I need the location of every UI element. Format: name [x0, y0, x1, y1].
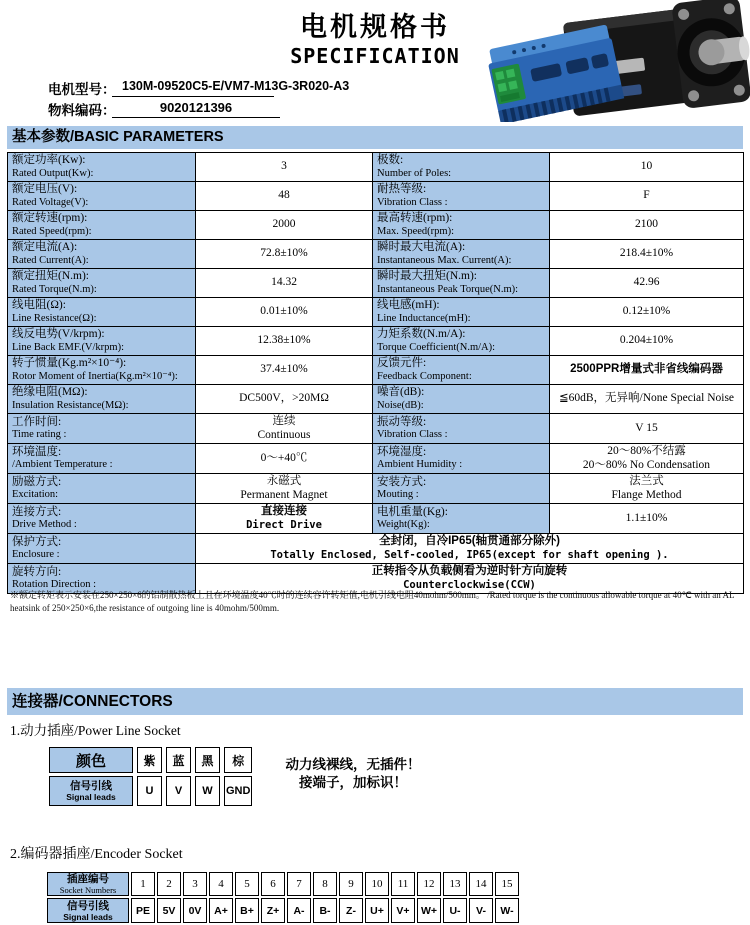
power-wire-note [268, 756, 438, 792]
signal-leads-english: Signal leads [63, 911, 113, 922]
value-line: F [643, 189, 650, 202]
encoder-number-cell: 7 [287, 872, 311, 896]
basic-label-cell [373, 356, 550, 385]
value-line: 72.8±10% [260, 247, 308, 260]
basic-label-cell [373, 474, 550, 504]
value-line: 2500PPR增量式非省线编码器 [570, 363, 723, 376]
power-color-cell: 紫 [137, 747, 162, 773]
label-english: Feedback Component: [377, 370, 472, 382]
value-line: 全封闭，自冷IP65(轴贯通部分除外) [379, 535, 560, 547]
document-title [235, 10, 515, 68]
basic-label-cell [8, 474, 196, 504]
basic-label-cell [373, 298, 550, 327]
basic-value-cell [196, 182, 373, 211]
basic-value-cell [196, 444, 373, 474]
basic-parameters-table [7, 152, 744, 594]
value-line: 法兰式 [629, 475, 664, 487]
value-line: 0.12±10% [622, 305, 671, 318]
label-english: Line Inductance(mH): [377, 312, 471, 324]
encoder-signal-cell: B+ [235, 898, 259, 923]
label-chinese: 额定转速(rpm): [12, 212, 88, 224]
basic-value-cell [550, 356, 744, 385]
label-chinese: 力矩系数(N.m/A): [377, 328, 466, 340]
basic-value-cell [550, 211, 744, 240]
value-line: 218.4±10% [619, 247, 674, 260]
label-english: Number of Poles: [377, 167, 452, 179]
value-line: 2100 [635, 218, 658, 231]
basic-table-row [8, 474, 744, 504]
encoder-number-cell: 12 [417, 872, 441, 896]
label-english: Rated Voltage(V): [12, 196, 89, 208]
basic-label-cell [8, 504, 196, 534]
label-english: Line Resistance(Ω): [12, 312, 97, 324]
basic-value-cell [196, 240, 373, 269]
basic-value-cell [196, 211, 373, 240]
value-line: 永磁式 [266, 475, 302, 487]
label-chinese: 旋转方向: [12, 565, 62, 578]
basic-label-cell [8, 414, 196, 444]
basic-label-cell [8, 444, 196, 474]
material-code-label: 物料编码： [48, 103, 116, 118]
encoder-signal-cell: Z- [339, 898, 363, 923]
material-code-row [48, 99, 120, 119]
basic-label-cell [8, 240, 196, 269]
label-chinese: 环境温度: [12, 445, 62, 458]
encoder-number-row [47, 872, 519, 896]
value-line: Counterclockwise(CCW) [403, 578, 536, 591]
label-chinese: 最高转速(rpm): [377, 212, 453, 224]
label-english: Torque Coefficient(N.m/A): [377, 341, 496, 353]
label-english: Rotor Moment of Inertia(Kg.m²×10⁻⁴): [12, 370, 178, 382]
basic-label-cell [8, 182, 196, 211]
basic-label-cell [373, 211, 550, 240]
basic-label-cell [373, 504, 550, 534]
basic-label-cell [373, 385, 550, 414]
basic-label-cell [8, 298, 196, 327]
encoder-number-cell: 5 [235, 872, 259, 896]
encoder-number-cell: 13 [443, 872, 467, 896]
basic-label-cell [373, 444, 550, 474]
basic-table-row [8, 298, 744, 327]
basic-value-cell [196, 298, 373, 327]
label-chinese: 线电阻(Ω): [12, 299, 66, 311]
basic-label-cell [8, 534, 196, 564]
value-line: 1.1±10% [625, 511, 668, 524]
encoder-number-cell: 14 [469, 872, 493, 896]
basic-value-cell [196, 414, 373, 444]
label-chinese: 工作时间: [12, 415, 62, 428]
value-line: 20～80% No Condensation [582, 458, 711, 471]
power-color-cell: 棕 [224, 747, 252, 773]
value-line: Continuous [257, 428, 311, 441]
socket-numbers-chinese: 插座编号 [67, 873, 109, 885]
basic-label-cell [8, 385, 196, 414]
value-line: 20～80%不结露 [607, 445, 686, 457]
encoder-signal-cell: A- [287, 898, 311, 923]
value-line: 48 [278, 189, 290, 202]
label-english: Enclosure : [12, 549, 60, 560]
title-english: SPECIFICATION [290, 44, 460, 68]
label-chinese: 连接方式: [12, 505, 62, 518]
power-signal-cell: GND [224, 776, 252, 806]
basic-table-row [8, 534, 744, 564]
power-signal-row [49, 776, 252, 806]
encoder-number-label [47, 872, 129, 896]
label-english: Time rating : [12, 429, 67, 440]
basic-label-cell [8, 327, 196, 356]
power-color-header: 颜色 [49, 747, 133, 773]
encoder-number-cell: 15 [495, 872, 519, 896]
label-english: Rated Current(A): [12, 254, 89, 266]
encoder-number-cell: 10 [365, 872, 389, 896]
basic-table-row [8, 269, 744, 298]
label-chinese: 绝缘电阻(MΩ): [12, 386, 88, 398]
power-signal-cell: U [137, 776, 162, 806]
basic-value-cell [550, 385, 744, 414]
power-signal-cell: W [195, 776, 220, 806]
power-socket-title: 1.动力插座/Power Line Socket [10, 723, 181, 738]
value-line: 0.01±10% [260, 305, 308, 318]
power-color-cell: 黑 [195, 747, 220, 773]
label-chinese: 反馈元件: [377, 357, 427, 369]
label-english: Drive Method : [12, 519, 77, 530]
label-english: Instantaneous Peak Torque(N.m): [377, 283, 519, 295]
power-wire-note-line1: 动力线裸线，无插件！ [285, 757, 421, 772]
encoder-signal-cell: PE [131, 898, 155, 923]
basic-value-cell [550, 414, 744, 444]
power-signal-label [49, 776, 133, 806]
socket-numbers-english: Socket Numbers [59, 885, 117, 895]
basic-table-row [8, 153, 744, 182]
basic-value-cell [550, 327, 744, 356]
basic-label-cell [373, 414, 550, 444]
value-line: 37.4±10% [260, 363, 308, 376]
encoder-socket-table [45, 870, 521, 925]
label-chinese: 安装方式: [377, 475, 427, 488]
power-signal-cell: V [166, 776, 191, 806]
basic-label-cell [8, 153, 196, 182]
encoder-signal-cell: 5V [157, 898, 181, 923]
basic-table-row [8, 240, 744, 269]
encoder-signal-cell: B- [313, 898, 337, 923]
label-chinese: 瞬时最大电流(A): [377, 241, 466, 253]
basic-label-cell [8, 356, 196, 385]
basic-value-cell [550, 444, 744, 474]
motor-model-value: 130M-09520C5-E/VM7-M13G-3R020-A3 [122, 79, 350, 93]
label-english: Rated Speed(rpm): [12, 225, 92, 237]
label-chinese: 励磁方式: [12, 475, 62, 488]
label-chinese: 耐热等级: [377, 183, 427, 195]
label-chinese: 额定扭矩(N.m): [12, 270, 89, 282]
encoder-number-cell: 6 [261, 872, 285, 896]
basic-value-cell [550, 182, 744, 211]
power-wire-note-line2: 接端子，加标识！ [299, 775, 407, 790]
encoder-number-cell: 2 [157, 872, 181, 896]
encoder-signal-cell: V+ [391, 898, 415, 923]
label-english: Noise(dB): [377, 399, 424, 411]
rated-torque-footnote: ※额定转矩表示安装在250×250×6的铝制散热板上且在环境温度40℃时的连续容许转矩值,电机引线电阻40mohm/500mm。 /Rated torque is the continuous allowable torque at 40℃ with an AL heatsink of 250×250×6,the resistance of outgoing line is 40mohm/500mm. [10, 590, 735, 613]
label-english: Vibration Class : [377, 196, 448, 208]
power-color-cell: 蓝 [166, 747, 191, 773]
label-english: Weight(Kg): [377, 519, 430, 530]
label-chinese: 环境湿度: [377, 445, 427, 458]
basic-label-cell [8, 269, 196, 298]
value-line: 10 [640, 160, 653, 173]
value-line: Totally Enclosed, Self-cooled, IP65(except for shaft opening ). [270, 548, 669, 561]
basic-value-cell [550, 298, 744, 327]
label-chinese: 噪音(dB): [377, 386, 425, 398]
basic-value-cell [550, 153, 744, 182]
basic-table-row [8, 504, 744, 534]
label-chinese: 额定电压(V): [12, 183, 78, 195]
basic-value-cell [550, 474, 744, 504]
label-chinese: 电机重量(Kg): [377, 505, 448, 518]
basic-label-cell [373, 327, 550, 356]
basic-value-cell [196, 269, 373, 298]
basic-label-cell [373, 240, 550, 269]
label-chinese: 额定功率(Kw): [12, 154, 86, 166]
encoder-number-cell: 3 [183, 872, 207, 896]
value-line: 14.32 [271, 276, 297, 289]
label-chinese: 转子惯量(Kg.m²×10⁻⁴): [12, 357, 127, 369]
basic-table-row [8, 356, 744, 385]
value-line: Direct Drive [246, 518, 322, 531]
label-chinese: 额定电流(A): [12, 241, 78, 253]
basic-value-cell [196, 153, 373, 182]
value-line: DC500V，>20MΩ [239, 392, 329, 405]
value-line: Flange Method [611, 488, 682, 501]
basic-value-cell [196, 356, 373, 385]
basic-table-row [8, 211, 744, 240]
encoder-number-cell: 1 [131, 872, 155, 896]
encoder-signal-cell: Z+ [261, 898, 285, 923]
basic-label-cell [373, 153, 550, 182]
power-color-row [49, 747, 252, 773]
label-chinese: 线反电势(V/krpm): [12, 328, 105, 340]
value-line: 2000 [272, 218, 296, 231]
label-english: Rated Torque(N.m): [12, 283, 97, 295]
basic-value-cell [550, 504, 744, 534]
connectors-section-header: 连接器/CONNECTORS [7, 688, 743, 715]
power-socket-table [45, 744, 256, 809]
value-line: 正转指令从负载侧看为逆时针方向旋转 [371, 565, 568, 577]
material-code-value: 9020121396 [159, 100, 233, 115]
encoder-signal-row [47, 898, 519, 923]
basic-value-cell [196, 474, 373, 504]
label-chinese: 极数: [377, 154, 404, 166]
basic-value-cell [196, 534, 744, 564]
basic-value-cell [196, 504, 373, 534]
label-chinese: 振动等级: [377, 415, 427, 428]
motor-model-label: 电机型号： [48, 82, 116, 97]
label-english: Ambient Humidity : [377, 459, 463, 470]
signal-leads-chinese: 信号引线 [67, 899, 109, 912]
basic-value-cell [550, 240, 744, 269]
label-chinese: 保护方式: [12, 535, 62, 548]
encoder-signal-label [47, 898, 129, 923]
value-line: 12.38±10% [257, 334, 311, 347]
label-chinese: 瞬时最大扭矩(N.m): [377, 270, 477, 282]
basic-label-cell [373, 182, 550, 211]
value-line: 42.96 [633, 276, 660, 289]
value-line: 3 [281, 160, 287, 173]
model-underline [112, 95, 274, 97]
encoder-signal-cell: W+ [417, 898, 441, 923]
value-line: Permanent Magnet [240, 488, 328, 501]
value-line: 直接连接 [261, 505, 307, 517]
encoder-signal-cell: W- [495, 898, 519, 923]
encoder-signal-cell: V- [469, 898, 493, 923]
encoder-signal-cell: U- [443, 898, 467, 923]
basic-label-cell [373, 269, 550, 298]
encoder-number-cell: 9 [339, 872, 363, 896]
material-underline [112, 116, 280, 118]
label-english: Vibration Class : [377, 429, 448, 440]
label-english: Excitation: [12, 489, 59, 500]
signal-leads-chinese: 信号引线 [70, 780, 112, 792]
label-english: Rotation Direction : [12, 579, 96, 590]
basic-table-row [8, 327, 744, 356]
label-english: /Ambient Temperature : [12, 459, 113, 470]
encoder-socket-title: 2.编码器插座/Encoder Socket [10, 847, 183, 862]
value-line: 0.204±10% [619, 334, 674, 347]
encoder-number-cell: 11 [391, 872, 415, 896]
motor-driver-photo [482, 0, 750, 122]
label-english: Mouting : [377, 489, 419, 500]
encoder-signal-cell: 0V [183, 898, 207, 923]
label-chinese: 线电感(mH): [377, 299, 440, 311]
label-english: Insulation Resistance(MΩ): [12, 399, 129, 411]
basic-value-cell [550, 269, 744, 298]
basic-parameters-section-header: 基本参数/BASIC PARAMETERS [7, 126, 743, 149]
basic-table-row [8, 444, 744, 474]
encoder-number-cell: 4 [209, 872, 233, 896]
value-line: 0～+40℃ [260, 451, 308, 464]
value-line: 连续 [272, 415, 296, 427]
label-english: Max. Speed(rpm): [377, 225, 454, 237]
encoder-number-cell: 8 [313, 872, 337, 896]
value-line: V 15 [635, 421, 658, 434]
encoder-signal-cell: U+ [365, 898, 389, 923]
value-line: ≦60dB，无异响/None Special Noise [558, 392, 735, 405]
encoder-signal-cell: A+ [209, 898, 233, 923]
motor-model-row [48, 78, 120, 98]
basic-table-row [8, 385, 744, 414]
label-english: Instantaneous Max. Current(A): [377, 254, 512, 266]
basic-table-row [8, 414, 744, 444]
basic-value-cell [196, 385, 373, 414]
basic-table-row [8, 182, 744, 211]
label-english: Rated Output(Kw): [12, 167, 94, 179]
title-chinese: 电机规格书 [300, 12, 450, 42]
signal-leads-english: Signal leads [66, 792, 116, 802]
label-english: Line Back EMF.(V/krpm): [12, 341, 125, 353]
basic-label-cell [8, 211, 196, 240]
basic-value-cell [196, 327, 373, 356]
